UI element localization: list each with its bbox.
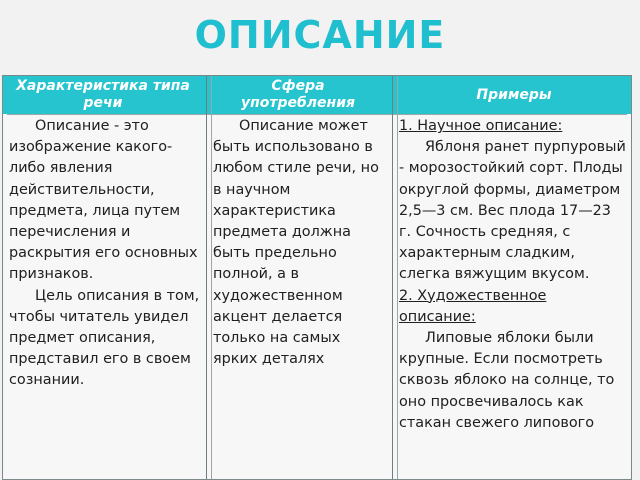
column-divider-1: [206, 76, 207, 479]
examples-cell: [399, 116, 627, 434]
scientific-example-text: Яблоня ранет пурпуровый - морозостойкий сорт. Плоды округлой формы, диаметром 2,5—3 см. Вес плода 17—23 г. Сочность средняя, с характерным сладким, слегка вяжущим вкусом.: [399, 139, 626, 283]
header-characteristic: Характеристика типа речи: [16, 78, 190, 111]
characteristic-paragraph-2: Цель описания в том, чтобы читатель увидел предмет описания, представил его в своем сознании.: [9, 287, 200, 389]
page-title: ОПИСАНИЕ: [194, 13, 446, 57]
characteristic-cell: [9, 116, 203, 392]
sphere-paragraph-1: Описание может быть использовано в любом стиле речи, но в научном характеристика предмета должна быть предельно полной, а в художественном акцент делается только на самых ярких деталях: [213, 118, 379, 368]
artistic-example-heading: 2. Художественное описание:: [399, 287, 547, 325]
sphere-cell: [213, 116, 389, 370]
artistic-example-text: Липовые яблоки были крупные. Если посмотреть сквозь яблоко на солнце, то оно просвечивалось как стакан свежего липового: [399, 330, 615, 431]
header-examples: Примеры: [476, 87, 552, 103]
header-divider: [7, 114, 627, 115]
scientific-example-heading: 1. Научное описание:: [399, 118, 563, 134]
description-table: [2, 75, 632, 480]
characteristic-paragraph-1: Описание - это изображение какого-либо явления действительности, предмета, лица путем перечисления и раскрытия его основных признаков.: [9, 118, 198, 283]
header-sphere: Сфера употребления: [240, 78, 356, 111]
column-divider-2: [392, 76, 393, 479]
